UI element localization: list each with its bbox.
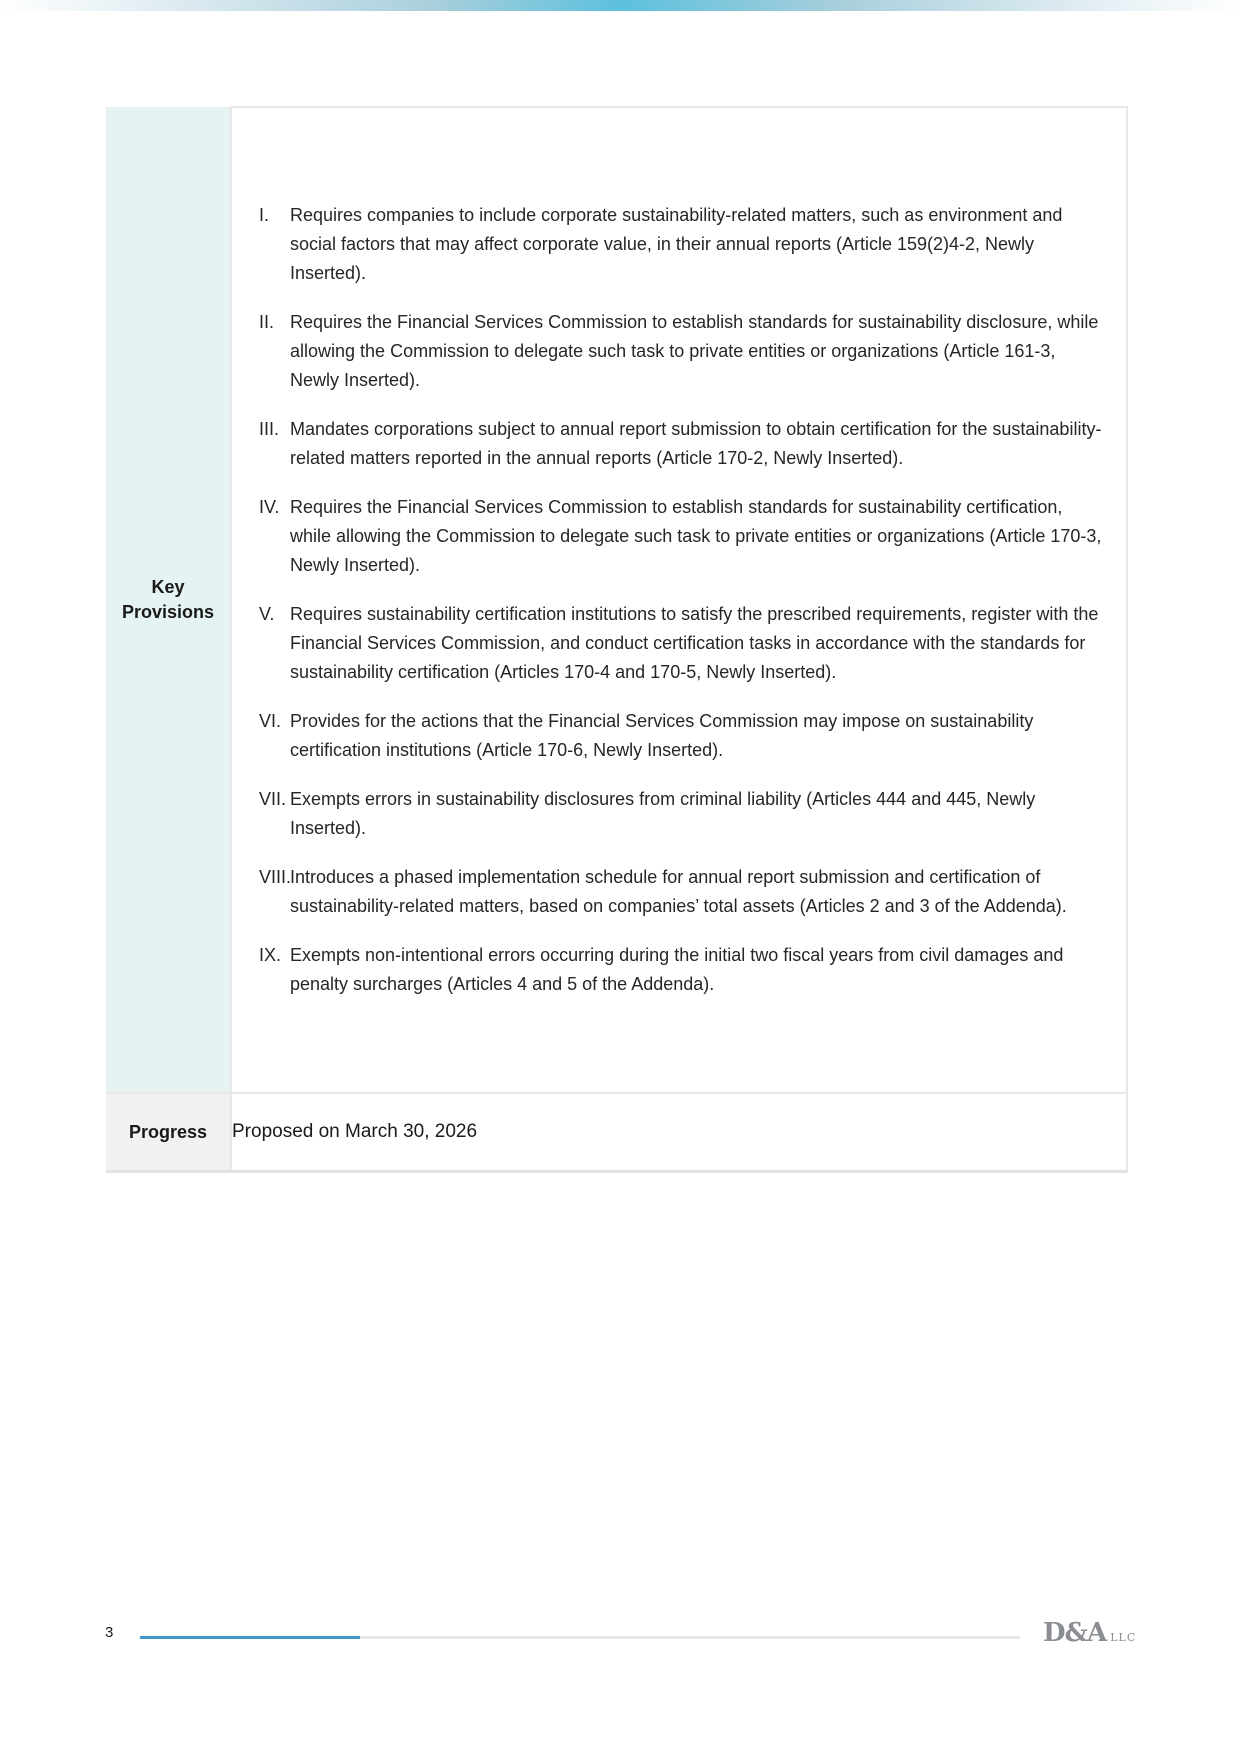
provision-numeral: IX. (259, 945, 282, 965)
progress-row (106, 1093, 1127, 1172)
reading-progress-track (140, 1636, 1020, 1639)
provision-item (259, 600, 1104, 687)
provision-numeral: II. (259, 312, 275, 332)
provision-item (259, 941, 1104, 999)
provision-text: Introduces a phased implementation schedule for annual report submission and certification of sustainability-related matters, based on companies’ total assets (Articles 2 and 3 of the Addenda). (290, 867, 1067, 916)
logo-text: D&A (1043, 1618, 1107, 1648)
logo-suffix: LLC (1110, 1631, 1137, 1644)
provision-item (259, 863, 1104, 921)
reading-progress-fill (140, 1636, 360, 1639)
provision-text: Requires sustainability certification institutions to satisfy the prescribed requirements, register with the Financial Services Commission, and conduct certification tasks in accordance with the standards for sustainability certification (Articles 170-4 and 170-5, Newly Inserted). (290, 604, 1099, 682)
provision-numeral: V. (259, 604, 275, 624)
provision-item (259, 785, 1104, 843)
provision-text: Requires the Financial Services Commission to establish standards for sustainability certification, while allowing the Commission to delegate such task to private entities or organizations (Article 170-3, Newly Inserted). (290, 497, 1102, 575)
provision-numeral: VII. (259, 789, 287, 809)
provision-text: Provides for the actions that the Financial Services Commission may impose on sustainability certification institutions (Article 170-6, Newly Inserted). (290, 711, 1034, 760)
company-logo (1043, 1618, 1136, 1648)
page-number: 3 (105, 1624, 114, 1641)
page-footer (0, 1610, 1241, 1660)
provision-text: Exempts errors in sustainability disclosures from criminal liability (Articles 444 and 445, Newly Inserted). (290, 789, 1036, 838)
bill-summary-table (106, 106, 1128, 1173)
key-provisions-label-line-2: Provisions (121, 601, 215, 622)
provision-numeral: VIII. (259, 867, 292, 887)
key-provisions-label-line-1: Key (151, 576, 185, 597)
provision-numeral: III. (259, 419, 280, 439)
provision-item (259, 707, 1104, 765)
provisions-list (232, 143, 1126, 1057)
provision-numeral: VI. (259, 711, 282, 731)
provision-item (259, 308, 1104, 395)
provision-item (259, 201, 1104, 288)
key-provisions-row (106, 107, 1127, 1093)
provision-item (259, 415, 1104, 473)
progress-label: Progress (106, 1093, 231, 1172)
provision-item (259, 493, 1104, 580)
provision-text: Exempts non-intentional errors occurring during the initial two fiscal years from civil damages and penalty surcharges (Articles 4 and 5 of the Addenda). (290, 945, 1064, 994)
progress-value: Proposed on March 30, 2026 (231, 1093, 1127, 1172)
key-provisions-label (106, 107, 231, 1093)
top-gradient-bar (0, 0, 1241, 11)
key-provisions-content (231, 107, 1127, 1093)
provision-text: Requires the Financial Services Commission to establish standards for sustainability disclosure, while allowing the Commission to delegate such task to private entities or organizations (Article 161-3, Newly Inserted). (290, 312, 1099, 390)
provision-text: Requires companies to include corporate sustainability-related matters, such as environment and social factors that may affect corporate value, in their annual reports (Article 159(2)4-2, Newly Inserted). (290, 205, 1063, 283)
provision-numeral: IV. (259, 497, 280, 517)
provision-numeral: I. (259, 205, 270, 225)
provision-text: Mandates corporations subject to annual report submission to obtain certification for the sustainability-related matters reported in the annual reports (Article 170-2, Newly Inserted). (290, 419, 1102, 468)
